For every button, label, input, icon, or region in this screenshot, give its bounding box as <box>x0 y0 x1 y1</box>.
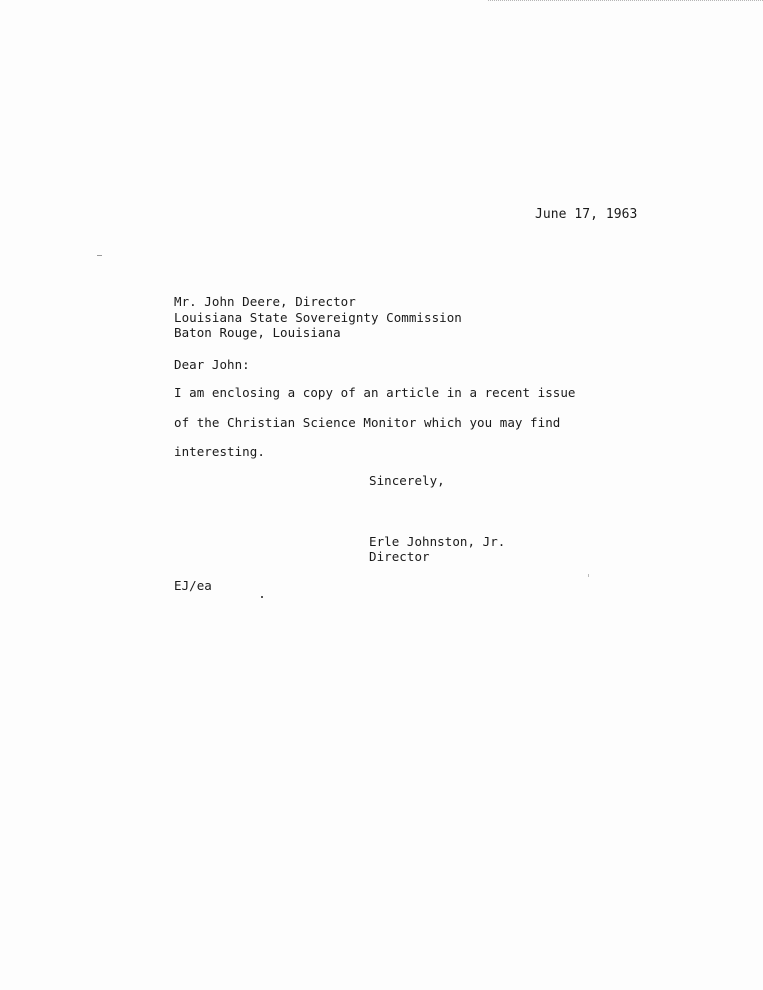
recipient-name-line: Mr. John Deere, Director <box>174 294 356 309</box>
body-line-1: I am enclosing a copy of an article in a recent issue <box>174 385 576 400</box>
scan-speck <box>588 574 589 577</box>
salutation: Dear John: <box>174 357 250 372</box>
recipient-organization-line: Louisiana State Sovereignty Commission <box>174 310 462 325</box>
body-line-2: of the Christian Science Monitor which you may find <box>174 415 561 430</box>
scan-speck <box>97 255 102 256</box>
recipient-city-line: Baton Rouge, Louisiana <box>174 325 341 340</box>
scan-speck <box>261 596 263 598</box>
letter-date: June 17, 1963 <box>535 207 638 222</box>
body-line-3: interesting. <box>174 444 265 459</box>
top-edge-perforation <box>488 0 763 1</box>
signer-name: Erle Johnston, Jr. <box>369 534 506 549</box>
reference-initials: EJ/ea <box>174 578 212 593</box>
closing: Sincerely, <box>369 473 445 488</box>
signer-title: Director <box>369 549 430 564</box>
